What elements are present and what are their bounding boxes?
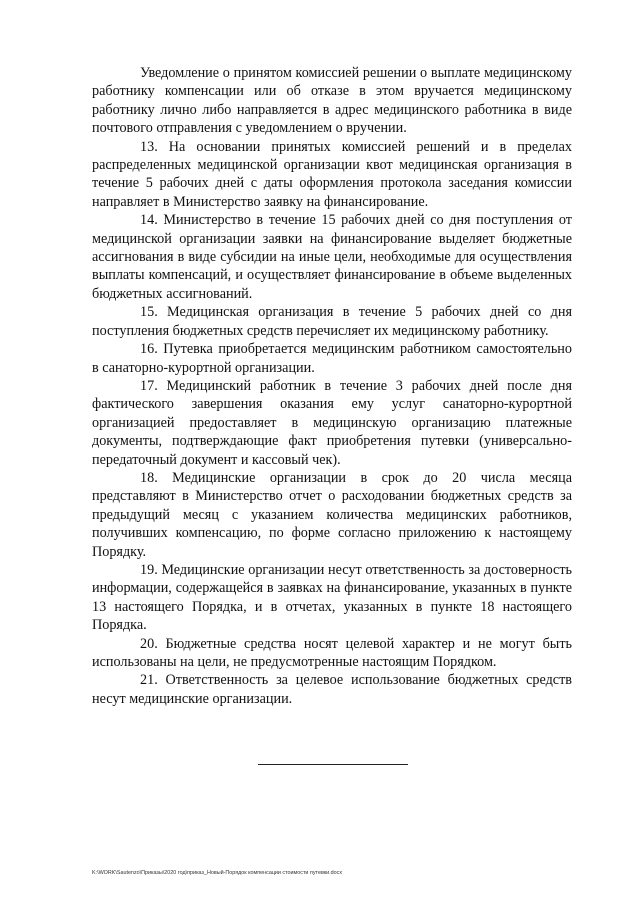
paragraph-21: 21. Ответственность за целевое использование бюджетных средств несут медицинские организации. (92, 672, 572, 707)
document-body (92, 64, 572, 708)
end-divider-line (258, 764, 408, 765)
paragraph-19: 19. Медицинские организации несут ответственность за достоверность информации, содержащейся в заявках на финансирование, указанных в пункте 13 настоящего Порядка, и в отчетах, указанных в пункте 18 настоящего Порядка. (92, 561, 572, 634)
paragraph-18: 18. Медицинские организации в срок до 20 числа месяца представляют в Министерство отчет о расходовании бюджетных средств за предыдущий месяц с указанием количества медицинских работников, получивших компенсацию, по форме согласно приложению к настоящему Порядку. (92, 469, 572, 560)
file-path-footer: K:\WORK\Sautenzo\Приказы\2020 год\приказ_Новый-Порядок компенсации стоимости путевки.docx (92, 870, 343, 876)
paragraph-14: 14. Министерство в течение 15 рабочих дней со дня поступления от медицинской организации заявки на финансирование выделяет бюджетные ассигнования в виде субсидии на иные цели, необходимые для осуществления выплаты компенсаций, и осуществляет финансирование в объеме выделенных бюджетных ассигнований. (92, 212, 572, 302)
paragraph-notification: Уведомление о принятом комиссией решении о выплате медицинскому работнику компенсации или об отказе в этом вручается медицинскому работнику лично либо направляется в адрес медицинского работника в виде почтового отправления с уведомлением о вручении. (92, 65, 572, 137)
paragraph-16: 16. Путевка приобретается медицинским работником самостоятельно в санаторно-курортной организации. (92, 341, 572, 376)
paragraph-20: 20. Бюджетные средства носят целевой характер и не могут быть использованы на цели, не предусмотренные настоящим Порядком. (92, 635, 572, 670)
paragraph-15: 15. Медицинская организация в течение 5 рабочих дней со дня поступления бюджетных средств перечисляет их медицинскому работнику. (92, 304, 572, 339)
paragraph-17: 17. Медицинский работник в течение 3 рабочих дней после дня фактического завершения оказания ему услуг санаторно-курортной организацией предоставляет в медицинскую организацию платежные документы, подтверждающие факт приобретения путевки (универсально-передаточный документ и кассовый чек). (92, 377, 572, 468)
paragraph-13: 13. На основании принятых комиссией решений и в пределах распределенных медицинской организации квот медицинская организация в течение 5 рабочих дней с даты оформления протокола заседания комиссии направляет в Министерство заявку на финансирование. (92, 138, 572, 210)
